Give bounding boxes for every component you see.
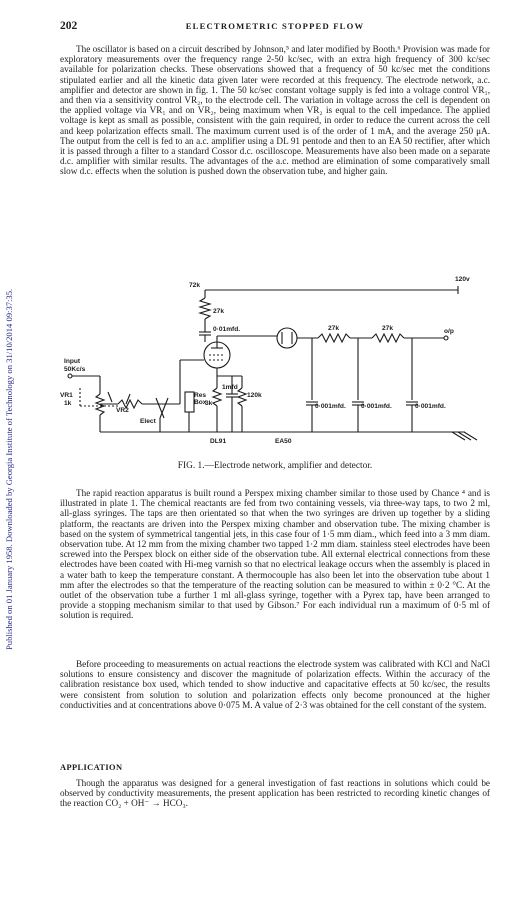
label-ea50: EA50 bbox=[275, 438, 292, 445]
label-27k-filter-1: 27k bbox=[328, 325, 340, 332]
paragraph-calibration: Before proceeding to measurements on actual reactions the electrode system was calibrated with KCl and NaCl solutions to ensure consistency and discover the magnitude of polarization effects. Within the accuracy of the calibration resistance box used, which tended to show inductive and capacitative effects at 50 kc/sec, the results were consistent from solution to solution and polarization effects only become pronounced at the higher conductivities and at concentrations above 0·075 M. A value of 2·3 was obtained for the cell constant of the system. bbox=[60, 659, 490, 710]
label-3k: 3k bbox=[205, 400, 213, 407]
label-cap-3: 0·001mfd. bbox=[415, 403, 446, 410]
section-heading-application: APPLICATION bbox=[60, 763, 123, 772]
page-header bbox=[60, 20, 490, 34]
label-1mfd: 1mfd bbox=[222, 384, 238, 391]
download-watermark-text: Published on 01 January 1958. Downloaded by Georgia Institute of Technology on 31/10/2014 09:37:35. bbox=[4, 288, 14, 650]
paragraph-oscillator: The oscillator is based on a circuit described by Johnson,⁵ and later modified by Booth.⁶ Provision was made for exploratory measurements over the frequency range 2-50 kc/sec, with an extra high frequency of 300 kc/sec available for polarization checks. These observations showed that a frequency of 50 kc/sec met the conditions stipulated earlier and all the kinetic data given later were recorded at this frequency. The electrode network, a.c. amplifier and detector are shown in fig. 1. The 50 kc/sec constant voltage supply is fed into a voltage control VR₁, and then via a sensitivity control VR₂, to the electrode cell. The variation in voltage across the cell is dependent on the applied voltage via VR₁ and on VR₂, being maximum when VR₂ is equal to the cell impedance. The applied voltage is kept as small as possible, consistent with the gain required, in order to reduce the current across the cell and keep polarization effects small. The maximum current used is of the order of 1 mA, and the average 250 μA. The output from the cell is fed to an a.c. amplifier using a DL 91 pentode and then to an EA 50 rectifier, after which it is passed through a filter to a standard Cossor d.c. oscilloscope. Measurements have also been made on a separate d.c. amplifier with similar results. The advantages of the a.c. method are elimination of some comparatively small slow d.c. effects when the solution is pushed down the observation tube, and higher gain. bbox=[60, 44, 490, 177]
label-vr1-value: 1k bbox=[64, 400, 72, 407]
paragraph-application: Though the apparatus was designed for a general investigation of fast reactions in solutions which could be observed by conductivity measurements, the present application has been restricted to recording kinetic changes of the reaction CO₂ + OH⁻ → HCO₃. bbox=[60, 778, 490, 809]
circuit-diagram bbox=[60, 276, 490, 461]
download-watermark bbox=[2, 90, 16, 650]
label-res-box: Res Box bbox=[194, 392, 207, 406]
label-120k: 120k bbox=[247, 392, 262, 399]
label-input-frequency: 50Kc/s bbox=[64, 366, 86, 373]
label-27k-filter-2: 27k bbox=[382, 325, 394, 332]
label-dl91: DL91 bbox=[210, 438, 227, 445]
label-27k-anode: 27k bbox=[213, 308, 225, 315]
running-title: ELECTROMETRIC STOPPED FLOW bbox=[185, 21, 365, 31]
label-120v: 120v bbox=[455, 276, 470, 283]
paragraph-apparatus: The rapid reaction apparatus is built round a Perspex mixing chamber similar to those used by Chance ⁴ and is illustrated in plate 1. The chemical reactants are fed from two containing vessels, via three-way taps, to two 2 ml, all-glass syringes. The taps are then orientated so that when the two syringes are driven up together by a sliding platform, the reactants are driven into the Perspex mixing chamber and observation tube. The mixing chamber is based on the system of symmetrical tangential jets, in this case four of 1·5 mm diam., which feed into a 3 mm diam. observation tube. At 12 mm from the mixing chamber two tapped 1·2 mm diam. stainless steel electrodes have been screwed into the Perspex block on either side of the observation tube. All external electrical connections from these electrodes have been coated with Hi-meg varnish so that no electrical leakage occurs when the assembly is placed in a water bath to keep the temperature constant. A thermocouple has also been let into the observation tube about 1 mm after the electrodes so that the temperature of the reacting solution can be measured to within ± 0·2 °C. At the outlet of the observation tube a further 1 ml all-glass syringe, together with a Pyrex tap, have been arranged to provide a stopping mechanism similar to that used by Gibson.⁷ For each individual run a maximum of 0·5 ml of solution is required. bbox=[60, 488, 490, 621]
label-0-01mfd: 0·01mfd. bbox=[213, 326, 241, 333]
label-output: o/p bbox=[444, 328, 454, 335]
label-cap-1: 0·001mfd. bbox=[315, 403, 346, 410]
label-electrode: Elect bbox=[140, 418, 156, 425]
label-72k: 72k bbox=[189, 282, 201, 289]
circuit-figure bbox=[60, 276, 490, 476]
label-input: Input bbox=[64, 358, 81, 365]
label-vr1: VR1 bbox=[60, 392, 73, 399]
figure-caption: FIG. 1.—Electrode network, amplifier and detector. bbox=[177, 461, 373, 471]
page-number: 202 bbox=[60, 20, 78, 32]
label-cap-2: 0·001mfd. bbox=[361, 403, 392, 410]
label-vr2: VR2 bbox=[116, 407, 129, 414]
